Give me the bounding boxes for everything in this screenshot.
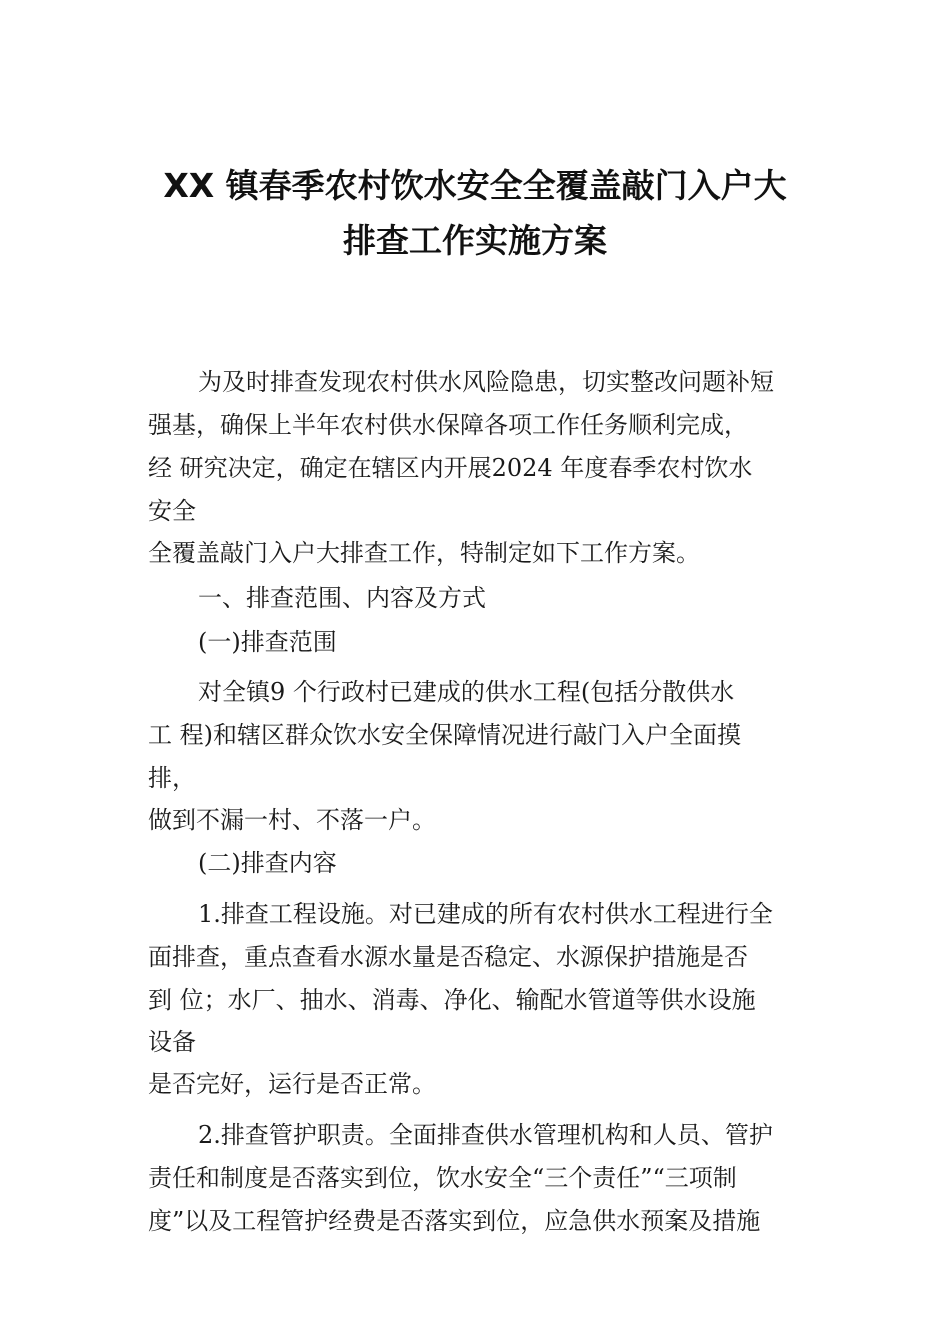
- section-heading: 一、排查范围、内容及方式: [198, 584, 486, 612]
- body-line: 1.排查工程设施。对已建成的所有农村供水工程进行全: [198, 900, 773, 928]
- body-line: 强基，确保上半年农村供水保障各项工作任务顺利完成，: [148, 411, 748, 439]
- body-line: 工 程)和辖区群众饮水安全保障情况进行敲门入户全面摸: [148, 721, 741, 749]
- body-line: 全覆盖敲门入户大排查工作，特制定如下工作方案。: [148, 539, 700, 567]
- subsection-heading: (二)排查内容: [198, 849, 337, 877]
- body-line: 度”以及工程管护经费是否落实到位，应急供水预案及措施: [148, 1207, 761, 1235]
- body-line: 责任和制度是否落实到位，饮水安全“三个责任”“三项制: [148, 1164, 737, 1192]
- body-line: 对全镇9 个行政村已建成的供水工程(包括分散供水: [198, 678, 735, 706]
- body-line: 做到不漏一村、不落一户。: [148, 806, 436, 834]
- body-line: 是否完好，运行是否正常。: [148, 1070, 436, 1098]
- body-line: 到 位；水厂、抽水、消毒、净化、输配水管道等供水设施: [148, 986, 756, 1014]
- document-title-line-1: XX 镇春季农村饮水安全全覆盖敲门入户大: [163, 166, 787, 205]
- body-line: 设备: [148, 1028, 196, 1056]
- subsection-heading: (一)排查范围: [198, 628, 337, 656]
- body-line: 安全: [148, 497, 196, 525]
- body-line: 2.排查管护职责。全面排查供水管理机构和人员、管护: [198, 1121, 773, 1149]
- body-line: 经 研究决定，确定在辖区内开展2024 年度春季农村饮水: [148, 454, 753, 482]
- body-line: 面排查，重点查看水源水量是否稳定、水源保护措施是否: [148, 943, 748, 971]
- body-line: 为及时排查发现农村供水风险隐患，切实整改问题补短: [198, 368, 774, 396]
- body-line: 排，: [148, 764, 196, 792]
- document-title-line-2: 排查工作实施方案: [343, 221, 607, 260]
